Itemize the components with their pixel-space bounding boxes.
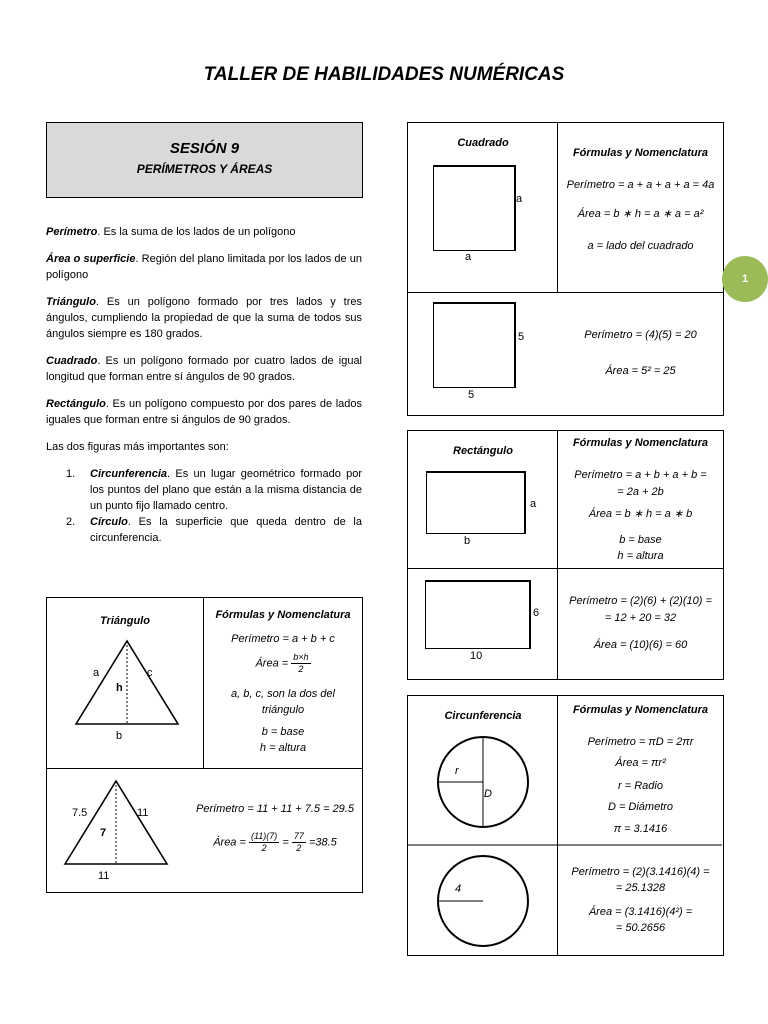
rectangle-example-bottom: 10 <box>470 650 483 662</box>
circle-example-area-2: = 50.2656 <box>615 922 666 934</box>
definition-triangulo: Triángulo. Es un polígono formado por tres lados y tres ángulos, cumpliendo la propiedad de que la suma de todos sus ángulos siempre es 180 grados. <box>46 296 362 340</box>
triangle-example-area: Área = $\frac{(11)(7)}{2}$ = $\frac{77}{2}$ =38.5 <box>213 831 337 853</box>
triangle-label-a: a <box>93 667 100 679</box>
square-perimeter: Perímetro = a + a + a + a = 4a <box>566 179 715 191</box>
triangle-label-h: h <box>116 682 123 694</box>
square-label-bottom: a <box>465 251 472 263</box>
square-area: Área = b ∗ h = a ∗ a = a² <box>577 208 704 220</box>
triangle-example-height: 7 <box>100 827 107 839</box>
rectangle-example-perimeter-2: = 12 + 20 = 32 <box>604 612 677 624</box>
triangle-nomen-base: b = base <box>261 726 305 738</box>
circle-nomen-radius: r = Radio <box>618 780 663 792</box>
rectangle-heading: Rectángulo <box>453 445 513 457</box>
triangle-perimeter: Perímetro = a + b + c <box>231 633 335 645</box>
list-item: 1. Circunferencia. Es un lugar geométrico formado por los puntos del plano que están a la misma distancia de un punto fijo llamado centro. <box>66 468 362 512</box>
triangle-nomen-sides: a, b, c, son la dos del triángulo <box>231 688 335 716</box>
rectangle-perimeter-1: Perímetro = a + b + a + b = <box>574 469 707 481</box>
square-heading: Cuadrado <box>457 137 509 149</box>
rectangle-example-perimeter-1: Perímetro = (2)(6) + (2)(10) = <box>569 595 712 607</box>
triangle-formulas-heading: Fórmulas y Nomenclatura <box>215 609 351 621</box>
rectangle-area: Área = b ∗ h = a ∗ b <box>588 508 693 520</box>
rectangle-perimeter-2: = 2a + 2b <box>617 486 664 498</box>
circle-example-perimeter-1: Perímetro = (2)(3.1416)(4) = <box>571 866 710 878</box>
triangle-example-left: 7.5 <box>72 807 88 819</box>
definition-cuadrado: Cuadrado. Es un polígono formado por cuatro lados de igual longitud que forman entre sí ángulos de 90 grados. <box>46 355 362 383</box>
circle-label-D: D <box>484 788 492 800</box>
page-number-badge: 1 <box>722 256 768 302</box>
triangle-label-c: c <box>147 667 153 679</box>
triangle-label-b: b <box>116 730 123 742</box>
rectangle-example-side: 6 <box>533 607 540 619</box>
definition-perimetro: Perímetro. Es la suma de los lados de un polígono <box>46 226 296 238</box>
triangle-example-perimeter: Perímetro = 11 + 11 + 7.5 = 29.5 <box>196 803 354 815</box>
triangle-example-base: 11 <box>98 870 110 882</box>
square-label-side: a <box>516 193 523 205</box>
circle-area: Área = πr² <box>615 757 666 769</box>
session-number: SESIÓN 9 <box>169 140 240 157</box>
circle-perimeter: Perímetro = πD = 2πr <box>587 736 694 748</box>
rectangle-example-area: Área = (10)(6) = 60 <box>593 639 688 651</box>
circle-formulas-heading: Fórmulas y Nomenclatura <box>572 704 709 716</box>
session-topic: PERÍMETROS Y ÁREAS <box>136 162 273 176</box>
page-title: TALLER DE HABILIDADES NUMÉRICAS <box>203 64 565 85</box>
circle-example-perimeter-2: = 25.1328 <box>615 882 666 894</box>
definition-rectangulo: Rectángulo. Es un polígono compuesto por dos pares de lados iguales que forman entre si ángulos de 90 grados. <box>46 398 362 426</box>
triangle-heading: Triángulo <box>100 615 150 627</box>
triangle-nomen-height: h = altura <box>259 742 307 754</box>
circle-nomen-diameter: D = Diámetro <box>607 801 674 813</box>
circle-label-r: r <box>455 765 459 777</box>
rectangle-label-side: a <box>530 498 537 510</box>
circle-example-radius: 4 <box>455 883 462 895</box>
square-example-area: Área = 5² = 25 <box>605 365 676 377</box>
rectangle-formulas-heading: Fórmulas y Nomenclatura <box>572 437 709 449</box>
circle-nomen-pi: π = 3.1416 <box>613 823 668 835</box>
rectangle-nomen-base: b = base <box>619 534 662 546</box>
square-example-perimeter: Perímetro = (4)(5) = 20 <box>584 329 697 341</box>
list-item: 2. Círculo. Es la superficie que queda dentro de la circunferencia. <box>66 516 362 544</box>
circle-heading: Circunferencia <box>444 710 522 722</box>
square-example-side: 5 <box>518 331 525 343</box>
figures-intro: Las dos figuras más importantes son: <box>46 441 229 453</box>
rectangle-label-bottom: b <box>464 535 471 547</box>
rectangle-nomen-height: h = altura <box>617 550 664 562</box>
triangle-example-right: 11 <box>137 807 149 819</box>
definition-area: Área o superficie. Región del plano limitada por los lados de un polígono <box>46 253 362 281</box>
circle-example-area-1: Área = (3.1416)(4²) = <box>588 906 693 918</box>
square-example-bottom: 5 <box>468 389 475 401</box>
triangle-area: Área = $\frac{b\times h}{2}$ <box>255 652 309 674</box>
square-nomen: a = lado del cuadrado <box>587 240 694 252</box>
square-formulas-heading: Fórmulas y Nomenclatura <box>572 147 709 159</box>
